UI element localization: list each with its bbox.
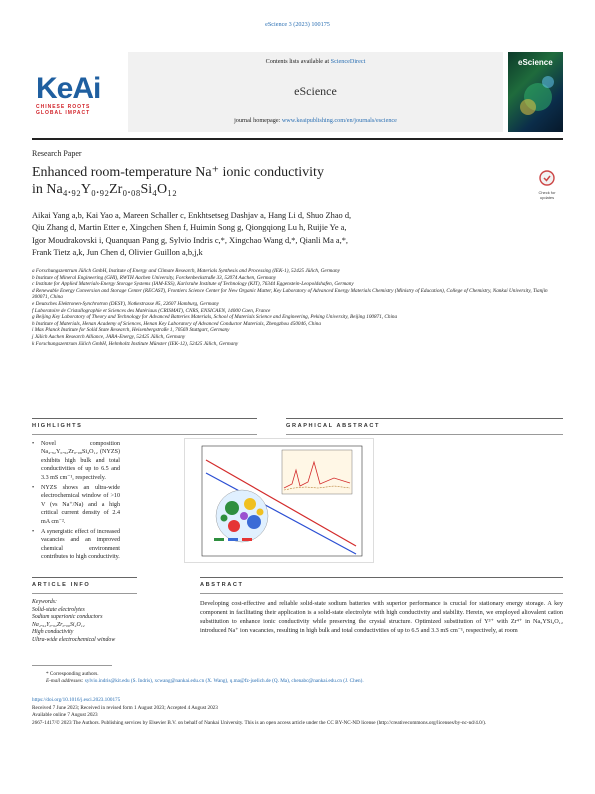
affiliation: i Max Planck Institute for Solid State Research, Heisenbergstraße 1, 70569 Stuttgart, Germany [32,327,230,334]
sciencedirect-link[interactable]: ScienceDirect [330,58,366,65]
affiliation: k Forschungszentrum Jülich GmbH, Helmholtz Institute Münster (IEK-12), 52425 Jülich, Germany [32,340,239,347]
keywords-heading: Keywords: [32,599,57,605]
graphical-abstract-heading: GRAPHICAL ABSTRACT [286,423,381,429]
graphical-abstract-image [184,438,374,563]
available-online: Available online 7 August 2023 [32,712,98,719]
highlights-list [32,440,120,564]
highlights-heading: HIGHLIGHTS [32,423,83,429]
affiliation: j Jülich Aachen Research Alliance, JARA-Energy, 52425 Jülich, Germany [32,333,186,340]
keyword: Ultra-wide electrochemical window [32,636,116,643]
doi-link[interactable]: https://doi.org/10.1016/j.esci.2023.100175 [32,697,121,703]
abstract-heading: ABSTRACT [200,582,244,588]
footnote-email-label: E-mail addresses: [46,677,84,684]
journal-header [32,52,563,132]
check-updates-label-1: Check for [538,190,556,195]
article-title [32,164,492,198]
highlight-item: • A synergistic effect of increased vacancies and an improved chemical environment contributes to high conductivity. [32,529,120,561]
check-for-updates-button[interactable] [532,170,562,200]
author-list [32,210,563,260]
journal-cover-image [508,52,563,132]
homepage-link[interactable]: www.keaipublishing.com/en/journals/escience [281,117,397,124]
keywords-block [32,599,142,645]
footnote-emails[interactable]: sylvio.indris@kit.edu (S. Indris), xcwang@nankai.edu.cn (X. Wang), q.ma@fz-juelich.de (Q. Ma), chenabc@nankai.edu.cn (J. Chen). [84,677,364,684]
article-type: Research Paper [32,149,82,158]
title-line-1: Enhanced room-temperature Na⁺ ionic conductivity [32,165,324,180]
affiliation: b Institute of Mineral Engineering (GHI), RWTH Aachen University, Forckenbeckstraße 33, 52074 Aachen, Germany [32,274,276,281]
check-updates-label-2: updates [539,194,555,200]
homepage-prefix: journal homepage: [234,117,281,124]
affiliation: c Institute for Applied Materials-Energy Storage Systems (IAM-ESS), Karlsruhe Institute of Technology (KIT), 76344 Eggenstein-Leopoldshafen, Germany [32,281,354,288]
crystal-structure-graphic [216,490,268,542]
keyword: Sodium superionic conductors [32,614,103,621]
keai-tagline-2: GLOBAL IMPACT [36,110,91,116]
cover-art [508,52,563,132]
keyword: High conductivity [32,629,74,636]
article-history [32,697,563,727]
article-info-heading: ARTICLE INFO [32,582,91,588]
affiliation: e Deutsches Elektronen-Synchrotron (DESY), Notkestrasse 85, 22607 Hamburg, Germany [32,300,219,307]
footnotes [32,671,563,684]
author-line: Frank Tietz a,k, Jun Chen d, Olivier Guillon a,b,j,k [32,248,203,258]
journal-name: eScience [294,84,337,98]
affiliation: f Laboratoire de Cristallographie et Sciences des Matériaux (CRISMAT), CNRS, ENSICAEN, 14000 Caen, France [32,307,271,314]
license-text: 2667-1417/© 2023 The Authors. Publishing services by Elsevier B.V. on behalf of Nankai University. This is an open access article under the CC BY-NC-ND license (http://creativecommons.org/licenses/by-nc-nd/4.0/). [32,719,487,726]
author-line: Igor Moudrakovski i, Quanquan Pang g, Sylvio Indris c,*, Xingchao Wang d,*, Qianli Ma a,*, [32,235,348,245]
cover-title: eScience [518,58,553,67]
check-updates-icon [539,170,555,186]
journal-info-box [128,52,503,132]
highlight-item: • NYZS shows an ultra-wide electrochemical window of >10 V (vs Na⁺/Na) and a high critical current density of 2.4 mA cm⁻². [32,485,120,525]
citation-link[interactable]: eScience 3 (2023) 100175 [265,21,330,28]
affiliation: g Beijing Key Laboratory of Theory and Technology for Advanced Batteries Materials, School of Materials Science and Engineering, Peking University, Beijing 100871, China [32,314,398,321]
affiliation: a Forschungszentrum Jülich GmbH, Institute of Energy and Climate Research, Materials Synthesis and Processing (IEK-1), 52425 Jülich, Germany [32,268,340,274]
keyword: Solid-state electrolytes [32,606,85,613]
keyword: Na₄.₉₂Y₀.₉₂Zr₀.₀₈Si₄O₁₂ [32,621,85,628]
highlight-item: • Novel composition Na₄.₉₂Y₀.₉₂Zr₀.₀₈Si₄O₁₂ (NYZS) exhibits high bulk and total conductivities of up to 6.5 and 3.3 mS cm⁻¹, respectively. [32,441,120,481]
abstract-text: Developing cost-effective and reliable solid-state sodium batteries with superior performance is crucial for stationary energy storage. A key component in facilitating their application is a solid-state electrolyte with high conductivity and stability. Herein, we employed aliovalent cation substitution to enhance ionic conductivity while preserving the crystal structure. Optimized substitution of Y³⁺ with Zr⁴⁺ in Na₅YSi₄O₁₂ introduced Na⁺ ion vacancies, resulting in high bulk and total conductivities of up to 6.5 and 3.3 mS cm⁻¹, respectively, at room [200,600,563,635]
author-line: Qiu Zhang d, Martin Etter e, Xingchen Shen f, Huimin Song g, Qiongqiong Lu h, Ruijie Ye a, [32,223,347,233]
affiliation: h Institute of Materials, Henan Academy of Sciences, Henan Key Laboratory of Advanced Conductor Materials, Zhengzhou 450046, China [32,320,321,327]
graphical-abstract-figure [184,438,374,563]
contents-prefix: Contents lists available at [265,58,330,65]
affiliation: d Renewable Energy Conversion and Storage Center (RECAST), Frontiers Science Center for New Organic Matter, Key Laboratory of Advanced Energy Materials Chemistry (Ministry of Education), College of Chemistry, Nankai University, Tianjin 300071, China [32,287,548,301]
affiliation-list [32,268,552,347]
keai-tagline-1: CHINESE ROOTS [36,104,91,110]
footnote-corresponding: * Corresponding authors. [46,671,99,677]
keai-logo-text: KeAi [36,72,101,105]
title-line-2: in Na₄.₉₂Y₀.₉₂Zr₀.₀₈Si₄O₁₂ [32,182,177,197]
author-line: Aikai Yang a,b, Kai Yao a, Mareen Schaller c, Enkhtsetseg Dashjav a, Hang Li d, Shuo Zhao d, [32,211,352,220]
keai-logo [36,74,106,122]
received-dates: Received 7 June 2023; Received in revised form 1 August 2023; Accepted 4 August 2023 [32,704,218,711]
